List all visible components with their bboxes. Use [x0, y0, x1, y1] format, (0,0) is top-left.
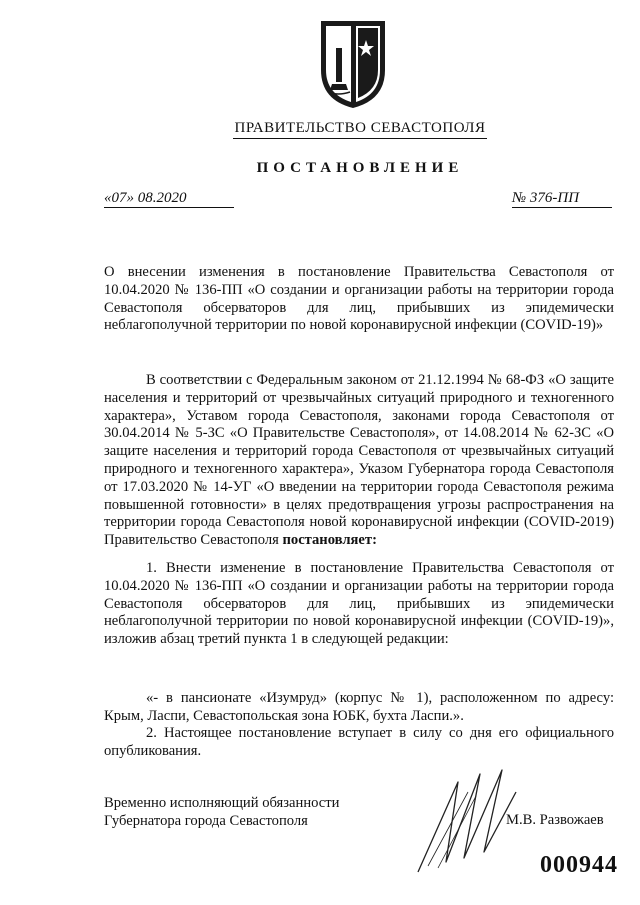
sevastopol-coat-of-arms-icon — [318, 18, 388, 110]
government-name: ПРАВИТЕЛЬСТВО СЕВАСТОПОЛЯ — [0, 120, 640, 139]
document-title: О внесении изменения в постановление Правительства Севастополя от 10.04.2020 № 136-ПП «О создании и организации работы на территории города Севастополя обсерваторов для лиц, прибывших из эпидемически неблагополучной территории по новой коронавирусной инфекции (COVID-19)» — [104, 264, 614, 334]
document-number: № 376-ПП — [512, 190, 612, 208]
signatory-position — [104, 794, 339, 830]
signatory-position-line-2: Губернатора города Севастополя — [104, 813, 308, 829]
basis-text: В соответствии с Федеральным законом от 21.12.1994 № 68-ФЗ «О защите населения и территорий от чрезвычайных ситуаций природного и техногенного характера», Уставом города Севастополя, законами города Севастополя от 30.04.2014 № 5-ЗС «О Правительстве Севастополя», от 14.08.2014 № 62-ЗС «О защите населения и территорий города Севастополя от чрезвычайных ситуаций природного и техногенного характера», Указом Губернатора города Севастополя от 17.03.2020 № 14-УГ «О введении на территории города Севастополя режима повышенной готовности» в целях предотвращения угрозы распространения на территории города Севастополя новой коронавирусной инфекции (COVID-2019) Правительство Севастополя — [104, 372, 614, 549]
signatory-name: М.В. Развожаев — [506, 812, 604, 828]
point-2: 2. Настоящее постановление вступает в силу со дня его официального опубликования. — [104, 725, 614, 759]
basis-paragraph — [104, 372, 614, 550]
point-1-quote: «- в пансионате «Изумруд» (корпус № 1), расположенном по адресу: Крым, Ласпи, Севастопольская зона ЮБК, бухта Ласпи.». — [104, 690, 614, 724]
document-date: «07» 08.2020 — [104, 190, 234, 208]
serial-number: 000944 — [540, 852, 618, 878]
point-1: 1. Внести изменение в постановление Правительства Севастополя от 10.04.2020 № 136-ПП «О создании и организации работы на территории города Севастополя обсерваторов для лиц, прибывших из эпидемически неблагополучной территории по новой коронавирусной инфекции (COVID-19)», изложив абзац третий пункта 1 в следующей редакции: — [104, 560, 614, 648]
document-type: ПОСТАНОВЛЕНИЕ — [256, 160, 464, 176]
resolves-word: постановляет: — [282, 532, 377, 549]
signatory-position-line-1: Временно исполняющий обязанности — [104, 795, 340, 811]
